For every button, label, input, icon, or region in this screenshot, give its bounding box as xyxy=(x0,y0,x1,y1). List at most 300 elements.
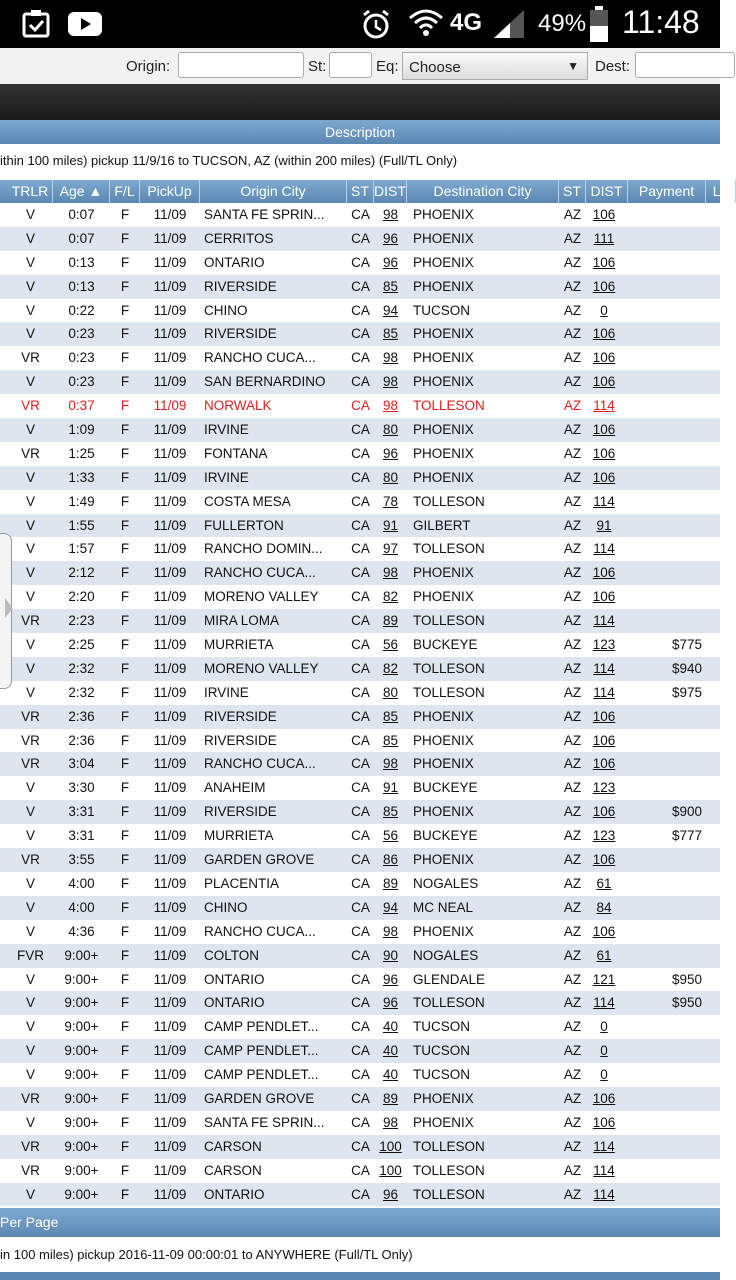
col-payment-cell xyxy=(622,776,702,800)
col-origin-dist-cell[interactable]: 80 xyxy=(382,469,399,485)
col-dest-dist-cell[interactable]: 106 xyxy=(592,445,616,461)
table-row[interactable] xyxy=(0,681,720,705)
col-origin-dist-header[interactable]: DIST xyxy=(374,180,407,203)
col-origin-dist-cell[interactable]: 98 xyxy=(382,1114,399,1130)
col-origin-dist-cell[interactable]: 82 xyxy=(382,589,399,605)
col-origin-dist-cell[interactable]: 98 xyxy=(382,756,399,772)
col-dest-dist-cell[interactable]: 121 xyxy=(592,971,616,987)
col-dest-city-cell: PHOENIX xyxy=(413,589,474,605)
col-origin-dist-cell[interactable]: 91 xyxy=(382,517,399,533)
col-age-cell: 1:25 xyxy=(68,445,95,461)
col-trlr-cell: VR xyxy=(21,756,40,772)
col-payment-cell xyxy=(622,561,702,585)
col-dest-dist-cell[interactable]: 114 xyxy=(593,660,615,676)
col-origin-dist-cell[interactable]: 94 xyxy=(382,302,399,318)
col-dest-st-cell: AZ xyxy=(563,589,582,605)
col-fl-cell: F xyxy=(120,660,130,676)
col-fl-cell: F xyxy=(120,1067,130,1083)
col-dest-dist-cell[interactable]: 84 xyxy=(596,899,612,915)
table-row[interactable] xyxy=(0,944,720,968)
dest-input[interactable] xyxy=(635,52,735,78)
table-row[interactable] xyxy=(0,609,720,633)
col-pickup-cell: 11/09 xyxy=(153,207,187,222)
col-age-cell: 1:49 xyxy=(68,493,95,509)
st-label: St: xyxy=(308,58,327,75)
col-origin-dist-cell[interactable]: 89 xyxy=(382,613,399,629)
col-dest-dist-cell[interactable]: 106 xyxy=(592,326,616,342)
col-origin-city-header[interactable]: Origin City xyxy=(200,180,347,203)
col-origin-city-cell: IRVINE xyxy=(204,469,249,485)
origin-input[interactable] xyxy=(178,52,304,78)
col-origin-dist-cell[interactable]: 100 xyxy=(379,1162,402,1178)
table-row[interactable] xyxy=(0,394,720,418)
col-dest-dist-cell[interactable]: 106 xyxy=(592,804,616,820)
col-dest-dist-cell[interactable]: 0 xyxy=(600,1043,608,1059)
col-trlr-cell: V xyxy=(25,1067,35,1083)
col-dest-st-header[interactable]: ST xyxy=(559,180,586,203)
col-payment-header[interactable]: Payment xyxy=(628,180,706,203)
col-origin-st-cell: CA xyxy=(351,445,370,461)
col-pickup-cell: 11/09 xyxy=(153,613,187,629)
col-fl-cell: F xyxy=(120,756,130,772)
col-trlr-header[interactable]: TRLR xyxy=(8,180,53,203)
col-payment-cell: $777 xyxy=(671,828,702,844)
col-dest-dist-cell[interactable]: 106 xyxy=(592,732,616,748)
table-row[interactable] xyxy=(0,1159,720,1183)
col-trlr-cell: V xyxy=(25,684,35,700)
col-dest-st-cell: AZ xyxy=(563,971,582,987)
col-origin-dist-cell[interactable]: 96 xyxy=(382,230,399,246)
col-origin-dist-cell[interactable]: 78 xyxy=(382,493,399,509)
col-fl-cell: F xyxy=(120,852,130,868)
col-payment-cell xyxy=(622,729,702,753)
col-age-header[interactable]: Age ▲ xyxy=(53,180,110,203)
col-dest-city-cell: TUCSON xyxy=(413,302,470,318)
col-dest-dist-cell[interactable]: 61 xyxy=(596,947,612,963)
col-dest-city-cell: GLENDALE xyxy=(413,971,486,987)
col-origin-st-cell: CA xyxy=(351,708,370,724)
col-dest-dist-cell[interactable]: 106 xyxy=(592,469,616,485)
col-origin-st-header[interactable]: ST xyxy=(347,180,374,203)
col-payment-cell: $900 xyxy=(671,804,702,820)
col-dest-st-cell: AZ xyxy=(563,1162,582,1178)
col-dest-st-cell: AZ xyxy=(563,828,582,844)
table-row[interactable] xyxy=(0,585,720,609)
col-fl-cell: F xyxy=(120,422,130,438)
col-fl-cell: F xyxy=(120,230,130,246)
col-origin-st-cell: CA xyxy=(351,1090,370,1106)
col-payment-cell xyxy=(622,848,702,872)
col-dest-dist-cell[interactable]: 123 xyxy=(592,780,616,796)
col-origin-dist-cell[interactable]: 89 xyxy=(382,875,399,891)
table-row[interactable] xyxy=(0,1039,720,1063)
col-origin-city-cell: RANCHO CUCA... xyxy=(204,565,316,581)
col-fl-cell: F xyxy=(120,947,130,963)
col-payment-cell: $940 xyxy=(671,660,702,676)
col-dest-city-cell: TOLLESON xyxy=(413,660,485,676)
col-dest-dist-cell[interactable]: 111 xyxy=(593,230,615,246)
col-dest-dist-cell[interactable]: 106 xyxy=(592,565,616,581)
col-origin-dist-cell[interactable]: 80 xyxy=(382,422,399,438)
col-origin-dist-cell[interactable]: 40 xyxy=(382,1043,399,1059)
clipboard-check-icon xyxy=(22,10,52,38)
col-pickup-cell: 11/09 xyxy=(153,278,187,294)
col-origin-dist-cell[interactable]: 85 xyxy=(382,708,399,724)
col-origin-st-cell: CA xyxy=(351,852,370,868)
col-dest-dist-cell[interactable]: 61 xyxy=(596,875,612,891)
col-pickup-cell: 11/09 xyxy=(153,637,187,653)
col-origin-city-cell: SANTA FE SPRIN... xyxy=(204,207,325,222)
col-dest-city-cell: MC NEAL xyxy=(413,899,474,915)
col-dest-dist-cell[interactable]: 106 xyxy=(592,1090,616,1106)
col-origin-dist-cell[interactable]: 86 xyxy=(382,852,399,868)
table-row[interactable] xyxy=(0,1087,720,1111)
col-dest-dist-cell[interactable]: 114 xyxy=(593,541,615,557)
col-dest-dist-cell[interactable]: 114 xyxy=(593,995,615,1011)
state-input[interactable] xyxy=(329,52,372,78)
col-dest-dist-cell[interactable]: 106 xyxy=(592,708,616,724)
col-pickup-cell: 11/09 xyxy=(153,852,187,868)
col-dest-st-cell: AZ xyxy=(563,302,582,318)
table-row[interactable] xyxy=(0,776,720,800)
col-dest-city-cell: BUCKEYE xyxy=(413,828,478,844)
col-age-cell: 9:00+ xyxy=(64,1043,99,1059)
table-row[interactable] xyxy=(0,322,720,346)
col-dest-city-cell: PHOENIX xyxy=(413,207,474,222)
col-payment-cell xyxy=(622,537,702,561)
table-row[interactable] xyxy=(0,275,720,299)
col-payment-cell xyxy=(622,466,702,490)
col-origin-dist-cell[interactable]: 98 xyxy=(382,207,399,222)
table-row[interactable] xyxy=(0,1183,720,1207)
col-dest-st-cell: AZ xyxy=(563,517,582,533)
col-origin-city-cell: SAN BERNARDINO xyxy=(204,374,326,390)
col-fl-header[interactable]: F/L xyxy=(110,180,140,203)
col-dest-city-cell: PHOENIX xyxy=(413,278,474,294)
col-age-cell: 9:00+ xyxy=(64,995,99,1011)
col-age-cell: 0:37 xyxy=(68,398,95,414)
col-fl-cell: F xyxy=(120,207,130,222)
table-row[interactable] xyxy=(0,920,720,944)
col-origin-dist-cell[interactable]: 96 xyxy=(382,445,399,461)
col-pickup-cell: 11/09 xyxy=(153,708,187,724)
col-origin-dist-cell[interactable]: 80 xyxy=(382,684,399,700)
col-trlr-cell: V xyxy=(25,254,35,270)
col-dest-city-cell: PHOENIX xyxy=(413,708,474,724)
col-dest-dist-cell[interactable]: 91 xyxy=(596,517,612,533)
col-trlr-cell: V xyxy=(25,565,35,581)
col-origin-dist-cell[interactable]: 85 xyxy=(382,804,399,820)
col-dest-st-cell: AZ xyxy=(563,732,582,748)
col-pickup-cell: 11/09 xyxy=(153,780,187,796)
col-origin-dist-cell[interactable]: 91 xyxy=(382,780,399,796)
col-origin-dist-cell[interactable]: 96 xyxy=(382,254,399,270)
col-dest-dist-cell[interactable]: 106 xyxy=(592,589,616,605)
col-dest-dist-header[interactable]: DIST xyxy=(586,180,628,203)
col-age-cell: 9:00+ xyxy=(64,971,99,987)
col-pickup-cell: 11/09 xyxy=(153,398,187,414)
col-origin-dist-cell[interactable]: 96 xyxy=(382,1186,399,1202)
col-dest-city-cell: PHOENIX xyxy=(413,254,474,270)
table-row[interactable] xyxy=(0,418,720,442)
table-row[interactable] xyxy=(0,848,720,872)
col-trlr-cell: V xyxy=(25,1043,35,1059)
col-age-cell: 0:23 xyxy=(68,374,95,390)
col-dest-st-cell: AZ xyxy=(563,350,582,366)
table-row[interactable] xyxy=(0,872,720,896)
col-origin-dist-cell[interactable]: 56 xyxy=(382,637,399,653)
col-payment-cell xyxy=(622,1111,702,1135)
table-row[interactable] xyxy=(0,537,720,561)
col-origin-st-cell: CA xyxy=(351,1067,370,1083)
col-pickup-cell: 11/09 xyxy=(153,422,187,438)
results-table-header xyxy=(0,180,729,203)
col-fl-cell: F xyxy=(120,469,130,485)
col-trlr-cell: V xyxy=(25,660,35,676)
col-age-cell: 0:13 xyxy=(68,278,95,294)
col-trlr-cell: VR xyxy=(21,708,40,724)
col-dest-st-cell: AZ xyxy=(563,493,582,509)
col-dest-st-cell: AZ xyxy=(563,445,582,461)
col-origin-dist-cell[interactable]: 96 xyxy=(382,995,399,1011)
col-dest-dist-cell[interactable]: 114 xyxy=(593,1138,615,1154)
table-row[interactable] xyxy=(0,633,720,657)
col-origin-dist-cell[interactable]: 89 xyxy=(382,1090,399,1106)
col-origin-dist-cell[interactable]: 85 xyxy=(382,732,399,748)
col-age-cell: 3:04 xyxy=(68,756,95,772)
col-age-cell: 1:09 xyxy=(68,422,95,438)
col-trlr-cell: V xyxy=(25,589,35,605)
col-origin-city-cell: RIVERSIDE xyxy=(204,326,277,342)
col-pickup-cell: 11/09 xyxy=(153,326,187,342)
col-dest-dist-cell[interactable]: 106 xyxy=(592,923,616,939)
col-dest-dist-cell[interactable]: 114 xyxy=(593,398,615,414)
col-fl-cell: F xyxy=(120,278,130,294)
col-trlr-cell: V xyxy=(25,422,35,438)
table-row[interactable] xyxy=(0,466,720,490)
col-origin-dist-cell[interactable]: 98 xyxy=(382,398,399,414)
col-dest-dist-cell[interactable]: 106 xyxy=(592,756,616,772)
col-origin-city-cell: IRVINE xyxy=(204,422,249,438)
col-pickup-cell: 11/09 xyxy=(153,875,187,891)
table-row[interactable] xyxy=(0,442,720,466)
col-origin-city-cell: ANAHEIM xyxy=(204,780,266,796)
col-dest-dist-cell[interactable]: 106 xyxy=(592,422,616,438)
col-dest-dist-cell[interactable]: 106 xyxy=(592,350,616,366)
table-row[interactable] xyxy=(0,514,720,538)
col-origin-st-cell: CA xyxy=(351,589,370,605)
col-dest-dist-cell[interactable]: 106 xyxy=(592,1114,616,1130)
col-payment-cell xyxy=(622,442,702,466)
col-origin-dist-cell[interactable]: 98 xyxy=(382,923,399,939)
col-payment-cell xyxy=(622,1063,702,1087)
col-dest-dist-cell[interactable]: 106 xyxy=(592,207,616,222)
col-dest-dist-cell[interactable]: 114 xyxy=(593,613,615,629)
col-origin-city-cell: CERRITOS xyxy=(204,230,274,246)
table-row[interactable] xyxy=(0,561,720,585)
chevron-right-icon xyxy=(5,598,13,618)
col-fl-cell: F xyxy=(120,1043,130,1059)
col-dest-dist-cell[interactable]: 123 xyxy=(592,637,616,653)
table-row[interactable] xyxy=(0,1015,720,1039)
col-origin-dist-cell[interactable]: 40 xyxy=(382,1067,399,1083)
col-trlr-cell: V xyxy=(25,493,35,509)
col-dest-city-cell: PHOENIX xyxy=(413,852,474,868)
col-dest-dist-cell[interactable]: 0 xyxy=(600,302,608,318)
col-trlr-cell: VR xyxy=(21,732,40,748)
col-origin-dist-cell[interactable]: 98 xyxy=(382,374,399,390)
col-trlr-cell: V xyxy=(25,828,35,844)
col-origin-dist-cell[interactable]: 97 xyxy=(382,541,399,557)
col-dest-dist-cell[interactable]: 0 xyxy=(600,1019,608,1035)
side-panel-toggle[interactable] xyxy=(0,533,12,689)
col-fl-cell: F xyxy=(120,708,130,724)
col-dest-dist-cell[interactable]: 114 xyxy=(593,493,615,509)
col-origin-st-cell: CA xyxy=(351,684,370,700)
network-type: 4G xyxy=(450,9,483,36)
col-origin-st-cell: CA xyxy=(351,1138,370,1154)
col-dest-st-cell: AZ xyxy=(563,708,582,724)
col-origin-dist-cell[interactable]: 98 xyxy=(382,350,399,366)
table-row[interactable] xyxy=(0,370,720,394)
col-fl-cell: F xyxy=(120,613,130,629)
col-origin-st-cell: CA xyxy=(351,326,370,342)
col-dest-dist-cell[interactable]: 106 xyxy=(592,852,616,868)
col-pickup-header[interactable]: PickUp xyxy=(140,180,200,203)
col-pickup-cell: 11/09 xyxy=(153,732,187,748)
col-fl-cell: F xyxy=(120,804,130,820)
col-fl-cell: F xyxy=(120,493,130,509)
col-dest-city-header[interactable]: Destination City xyxy=(407,180,559,203)
table-row[interactable] xyxy=(0,800,720,824)
col-trlr-cell: VR xyxy=(21,398,40,414)
col-origin-dist-cell[interactable]: 96 xyxy=(382,971,399,987)
table-row[interactable] xyxy=(0,1063,720,1087)
col-dest-st-cell: AZ xyxy=(563,398,582,414)
col-origin-dist-cell[interactable]: 82 xyxy=(382,660,399,676)
table-row[interactable] xyxy=(0,299,720,323)
col-pickup-cell: 11/09 xyxy=(153,469,187,485)
col-origin-dist-cell[interactable]: 90 xyxy=(382,947,399,963)
search-bar xyxy=(0,48,720,85)
col-dest-st-cell: AZ xyxy=(563,1186,582,1202)
table-row[interactable] xyxy=(0,1111,720,1135)
table-row[interactable] xyxy=(0,1135,720,1159)
col-dest-city-cell: PHOENIX xyxy=(413,469,474,485)
col-pickup-cell: 11/09 xyxy=(153,541,187,557)
col-age-cell: 1:55 xyxy=(68,517,95,533)
col-origin-st-cell: CA xyxy=(351,517,370,533)
col-dest-city-cell: PHOENIX xyxy=(413,923,474,939)
col-length-header[interactable]: Le xyxy=(706,180,736,203)
col-dest-dist-cell[interactable]: 114 xyxy=(593,684,615,700)
col-origin-st-cell: CA xyxy=(351,230,370,246)
col-origin-dist-cell[interactable]: 85 xyxy=(382,278,399,294)
col-payment-cell: $950 xyxy=(671,971,702,987)
col-age-cell: 0:07 xyxy=(68,207,95,222)
col-trlr-cell: V xyxy=(25,1114,35,1130)
col-dest-dist-cell[interactable]: 114 xyxy=(593,1162,615,1178)
col-origin-dist-cell[interactable]: 94 xyxy=(382,899,399,915)
table-row[interactable] xyxy=(0,752,720,776)
col-dest-city-cell: PHOENIX xyxy=(413,422,474,438)
col-dest-city-cell: TOLLESON xyxy=(413,493,485,509)
table-row[interactable] xyxy=(0,896,720,920)
col-origin-dist-cell[interactable]: 85 xyxy=(382,326,399,342)
col-age-cell: 9:00+ xyxy=(64,1138,99,1154)
col-dest-dist-cell[interactable]: 0 xyxy=(600,1067,608,1083)
results-table-body xyxy=(0,203,720,1206)
col-trlr-cell: VR xyxy=(21,852,40,868)
col-payment-cell xyxy=(622,275,702,299)
col-age-cell: 9:00+ xyxy=(64,1162,99,1178)
col-origin-st-cell: CA xyxy=(351,1186,370,1202)
col-origin-city-cell: COLTON xyxy=(204,947,260,963)
table-row[interactable] xyxy=(0,991,720,1015)
col-dest-st-cell: AZ xyxy=(563,756,582,772)
col-trlr-cell: V xyxy=(25,469,35,485)
col-origin-st-cell: CA xyxy=(351,899,370,915)
col-age-cell: 2:23 xyxy=(68,613,95,629)
table-row[interactable] xyxy=(0,824,720,848)
col-trlr-cell: V xyxy=(25,278,35,294)
col-dest-dist-cell[interactable]: 106 xyxy=(592,374,616,390)
col-dest-city-cell: NOGALES xyxy=(413,947,479,963)
col-dest-city-cell: TUCSON xyxy=(413,1019,470,1035)
table-row[interactable] xyxy=(0,346,720,370)
col-dest-st-cell: AZ xyxy=(563,875,582,891)
col-dest-st-cell: AZ xyxy=(563,780,582,796)
col-payment-cell xyxy=(622,322,702,346)
col-dest-city-cell: PHOENIX xyxy=(413,230,474,246)
table-row[interactable] xyxy=(0,657,720,681)
table-row[interactable] xyxy=(0,227,720,251)
col-dest-city-cell: PHOENIX xyxy=(413,1090,474,1106)
col-dest-dist-cell[interactable]: 123 xyxy=(592,828,616,844)
col-origin-dist-cell[interactable]: 40 xyxy=(382,1019,399,1035)
table-row[interactable] xyxy=(0,251,720,275)
col-origin-st-cell: CA xyxy=(351,828,370,844)
col-dest-dist-cell[interactable]: 106 xyxy=(592,254,616,270)
col-age-cell: 2:32 xyxy=(68,684,95,700)
col-dest-st-cell: AZ xyxy=(563,804,582,820)
col-fl-cell: F xyxy=(120,732,130,748)
col-origin-city-cell: GARDEN GROVE xyxy=(204,852,315,868)
per-page-bar[interactable] xyxy=(0,1208,720,1237)
table-row[interactable] xyxy=(0,729,720,753)
table-row[interactable] xyxy=(0,968,720,992)
table-row[interactable] xyxy=(0,705,720,729)
col-age-cell: 2:32 xyxy=(68,660,95,676)
table-row[interactable] xyxy=(0,490,720,514)
col-origin-city-cell: FONTANA xyxy=(204,445,268,461)
col-origin-dist-cell[interactable]: 98 xyxy=(382,565,399,581)
col-dest-st-cell: AZ xyxy=(563,1019,582,1035)
col-dest-city-cell: PHOENIX xyxy=(413,374,474,390)
search-description: ithin 100 miles) pickup 11/9/16 to TUCSON, AZ (within 200 miles) (Full/TL Only) xyxy=(0,153,458,168)
col-pickup-cell: 11/09 xyxy=(153,828,187,844)
equipment-select[interactable] xyxy=(402,52,588,80)
col-dest-st-cell: AZ xyxy=(563,422,582,438)
col-origin-dist-cell[interactable]: 56 xyxy=(382,828,399,844)
col-dest-dist-cell[interactable]: 114 xyxy=(593,1186,615,1202)
col-dest-dist-cell[interactable]: 106 xyxy=(592,278,616,294)
wifi-icon xyxy=(408,8,444,40)
col-origin-dist-cell[interactable]: 100 xyxy=(379,1138,402,1154)
table-row[interactable] xyxy=(0,203,720,227)
col-origin-st-cell: CA xyxy=(351,971,370,987)
col-origin-city-cell: GARDEN GROVE xyxy=(204,1090,315,1106)
